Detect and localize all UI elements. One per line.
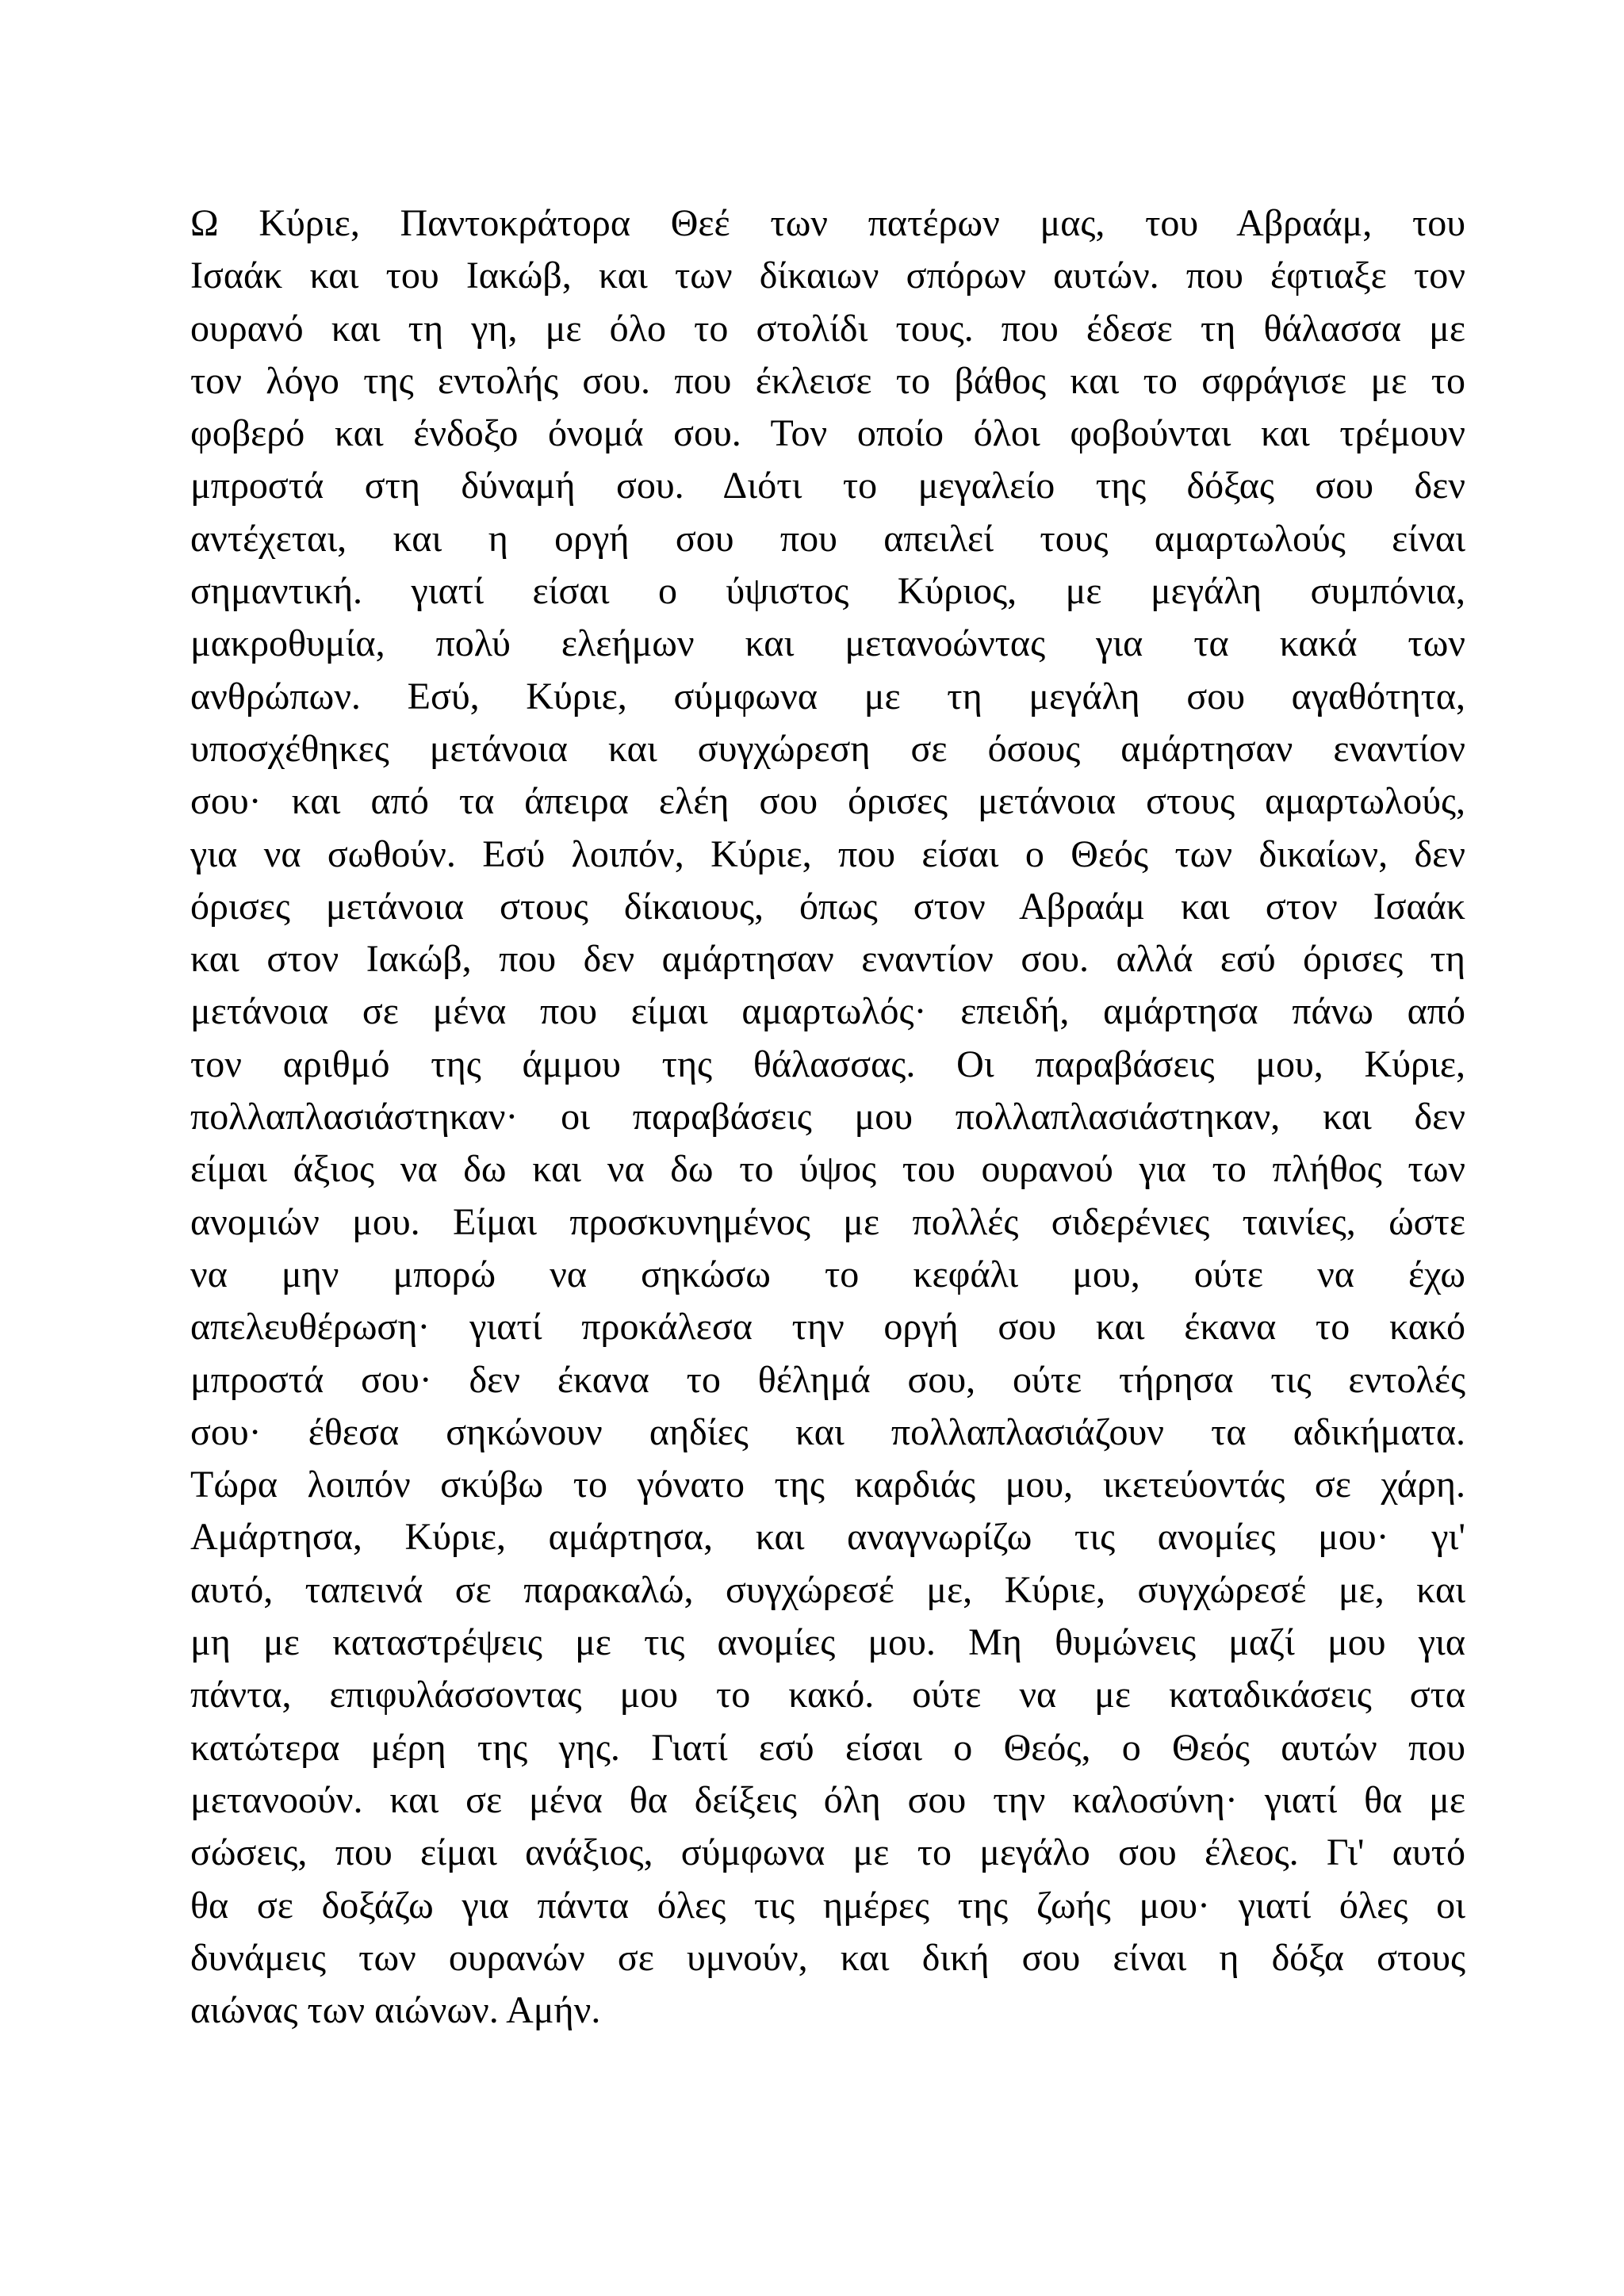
- text-line: ουρανό και τη γη, με όλο το στολίδι τους. που έδεσε τη θάλασσα με: [190, 307, 1465, 350]
- text-line: μετανοούν. και σε μένα θα δείξεις όλη σου την καλοσύνη· γιατί θα με: [190, 1778, 1465, 1821]
- text-line: Ισαάκ και του Ιακώβ, και των δίκαιων σπόρων αυτών. που έφτιαξε τον: [190, 254, 1465, 297]
- text-line: σημαντική. γιατί είσαι ο ύψιστος Κύριος, με μεγάλη συμπόνια,: [190, 570, 1465, 613]
- text-line: μπροστά στη δύναμή σου. Διότι το μεγαλείο της δόξας σου δεν: [190, 465, 1465, 507]
- text-line: και στον Ιακώβ, που δεν αμάρτησαν εναντίον σου. αλλά εσύ όρισες τη: [190, 938, 1465, 981]
- text-line: αντέχεται, και η οργή σου που απειλεί τους αμαρτωλούς είναι: [190, 517, 1465, 560]
- text-line: θα σε δοξάζω για πάντα όλες τις ημέρες της ζωής μου· γιατί όλες οι: [190, 1884, 1465, 1927]
- text-line: μετάνοια σε μένα που είμαι αμαρτωλός· επειδή, αμάρτησα πάνω από: [190, 990, 1465, 1033]
- prayer-text: [190, 197, 1465, 2037]
- text-line: σου· και από τα άπειρα ελέη σου όρισες μετάνοια στους αμαρτωλούς,: [190, 780, 1465, 823]
- text-line: πολλαπλασιάστηκαν· οι παραβάσεις μου πολλαπλασιάστηκαν, και δεν: [190, 1096, 1465, 1138]
- text-line: είμαι άξιος να δω και να δω το ύψος του ουρανού για το πλήθος των: [190, 1148, 1465, 1191]
- text-line: κατώτερα μέρη της γης. Γιατί εσύ είσαι ο Θεός, ο Θεός αυτών που: [190, 1726, 1465, 1769]
- text-line: σου· έθεσα σηκώνουν αηδίες και πολλαπλασιάζουν τα αδικήματα.: [190, 1410, 1465, 1453]
- text-line: πάντα, επιφυλάσσοντας μου το κακό. ούτε να με καταδικάσεις στα: [190, 1674, 1465, 1716]
- text-line: Τώρα λοιπόν σκύβω το γόνατο της καρδιάς μου, ικετεύοντάς σε χάρη.: [190, 1464, 1465, 1506]
- text-line: τον λόγο της εντολής σου. που έκλεισε το βάθος και το σφράγισε με το: [190, 359, 1465, 402]
- text-line: όρισες μετάνοια στους δίκαιους, όπως στον Αβραάμ και στον Ισαάκ: [190, 885, 1465, 928]
- text-line: αυτό, ταπεινά σε παρακαλώ, συγχώρεσέ με, Κύριε, συγχώρεσέ με, και: [190, 1568, 1465, 1611]
- text-line: τον αριθμό της άμμου της θάλασσας. Οι παραβάσεις μου, Κύριε,: [190, 1043, 1465, 1085]
- text-line: να μην μπορώ να σηκώσω το κεφάλι μου, ούτε να έχω: [190, 1253, 1465, 1295]
- text-line: υποσχέθηκες μετάνοια και συγχώρεση σε όσους αμάρτησαν εναντίον: [190, 727, 1465, 770]
- text-line: αιώνας των αιώνων. Αμήν.: [190, 1989, 601, 2032]
- text-line: δυνάμεις των ουρανών σε υμνούν, και δική σου είναι η δόξα στους: [190, 1936, 1465, 1979]
- text-line: Αμάρτησα, Κύριε, αμάρτησα, και αναγνωρίζω τις ανομίες μου· γι': [190, 1516, 1465, 1559]
- text-line: μπροστά σου· δεν έκανα το θέλημά σου, ούτε τήρησα τις εντολές: [190, 1358, 1465, 1401]
- text-line: σώσεις, που είμαι ανάξιος, σύμφωνα με το μεγάλο σου έλεος. Γι' αυτό: [190, 1831, 1465, 1874]
- text-line: ανομιών μου. Είμαι προσκυνημένος με πολλές σιδερένιες ταινίες, ώστε: [190, 1200, 1465, 1243]
- text-line: για να σωθούν. Εσύ λοιπόν, Κύριε, που είσαι ο Θεός των δικαίων, δεν: [190, 832, 1465, 875]
- text-line: μη με καταστρέψεις με τις ανομίες μου. Μη θυμώνεις μαζί μου για: [190, 1621, 1465, 1664]
- text-line: Ω Κύριε, Παντοκράτορα Θεέ των πατέρων μας, του Αβραάμ, του: [190, 202, 1465, 244]
- text-line: φοβερό και ένδοξο όνομά σου. Τον οποίο όλοι φοβούνται και τρέμουν: [190, 412, 1465, 455]
- text-line: απελευθέρωση· γιατί προκάλεσα την οργή σου και έκανα το κακό: [190, 1306, 1465, 1349]
- text-line: ανθρώπων. Εσύ, Κύριε, σύμφωνα με τη μεγάλη σου αγαθότητα,: [190, 675, 1465, 718]
- text-line: μακροθυμία, πολύ ελεήμων και μετανοώντας για τα κακά των: [190, 622, 1465, 665]
